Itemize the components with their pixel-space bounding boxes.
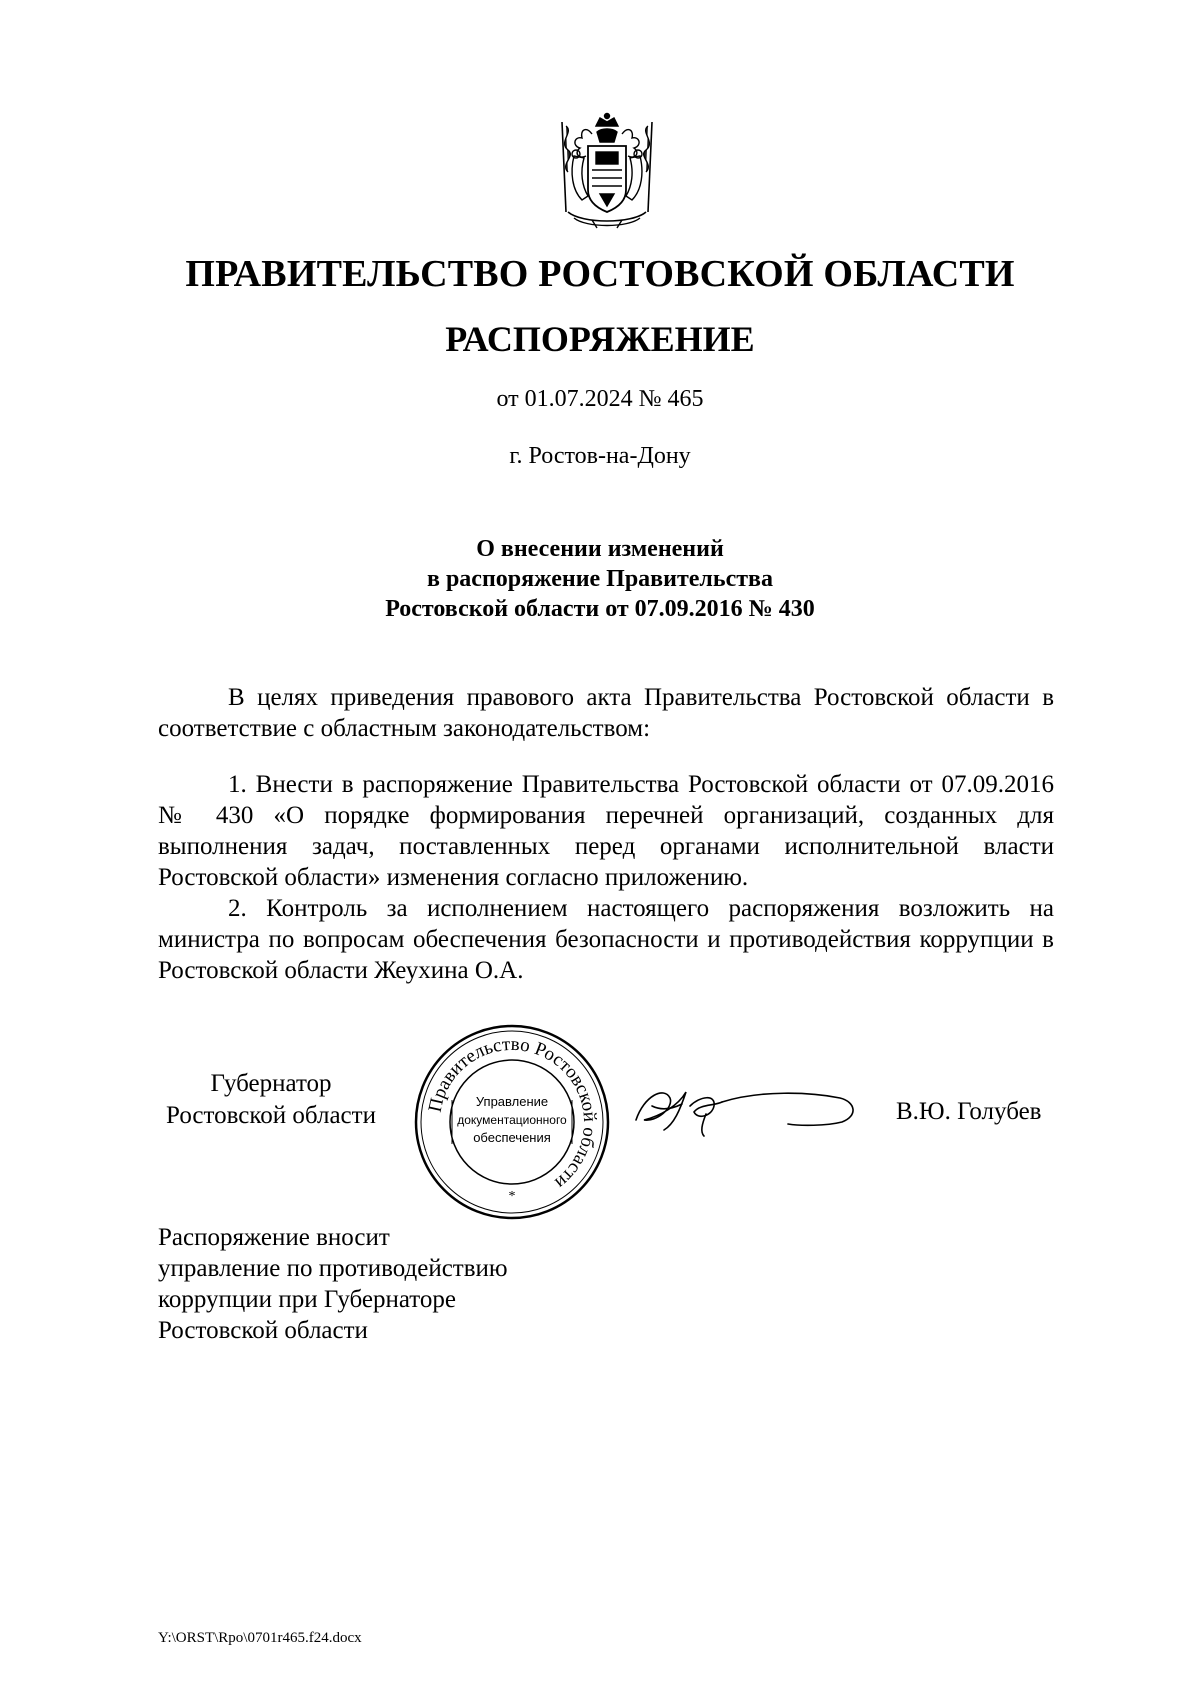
subject-line: Ростовской области от 07.09.2016 № 430 [385, 596, 815, 622]
intro-text: В целях приведения правового акта Правительства Ростовской области в соответствие с областным законодательством: [158, 684, 1054, 742]
role-line: Ростовской области [166, 1102, 376, 1129]
subject-line: в распоряжение Правительства [427, 566, 773, 592]
role-line: Губернатор [210, 1070, 332, 1097]
subject-line: О внесении изменений [476, 536, 724, 562]
submitted-line: Распоряжение вносит [158, 1224, 390, 1251]
official-seal [412, 1022, 612, 1222]
seal-inner-line: документационного [457, 1113, 567, 1127]
submitted-by-block [158, 1222, 508, 1346]
item-1-paragraph [158, 769, 1054, 893]
seal-inner-line: обеспечения [473, 1130, 551, 1145]
file-path-footer: Y:\ORST\Rpo\0701r465.f24.docx [158, 1630, 362, 1646]
organization-title: ПРАВИТЕЛЬСТВО РОСТОВСКОЙ ОБЛАСТИ [185, 253, 1015, 295]
coat-of-arms-icon [552, 112, 662, 230]
signatory-role [158, 1068, 384, 1132]
submitted-line: управление по противодействию [158, 1255, 508, 1282]
seal-outer-text: Правительство Ростовской области [424, 1033, 601, 1194]
seal-inner-line: Управление [475, 1094, 549, 1109]
document-date-number: от 01.07.2024 № 465 [496, 386, 704, 412]
intro-paragraph [158, 682, 1054, 744]
signatory-name: В.Ю. Голубев [896, 1098, 1042, 1125]
document-city: г. Ростов-на-Дону [509, 443, 691, 469]
document-subject [0, 534, 1200, 624]
item-2-text: 2. Контроль за исполнением настоящего распоряжения возложить на министра по вопросам обеспечения безопасности и противодействия коррупции в Ростовской области Жеухина О.А. [158, 895, 1054, 984]
item-2-paragraph [158, 893, 1054, 986]
submitted-line: коррупции при Губернаторе [158, 1286, 456, 1313]
handwritten-signature [630, 1076, 862, 1146]
submitted-line: Ростовской области [158, 1317, 368, 1344]
item-1-text: 1. Внести в распоряжение Правительства Ростовской области от 07.09.2016 № 430 «О порядке формирования перечней организаций, созданных для выполнения задач, поставленных перед органами исполнительной власти Ростовской области» изменения согласно приложению. [158, 771, 1054, 891]
seal-star-icon: * [508, 1189, 516, 1204]
document-type: РАСПОРЯЖЕНИЕ [445, 319, 755, 359]
